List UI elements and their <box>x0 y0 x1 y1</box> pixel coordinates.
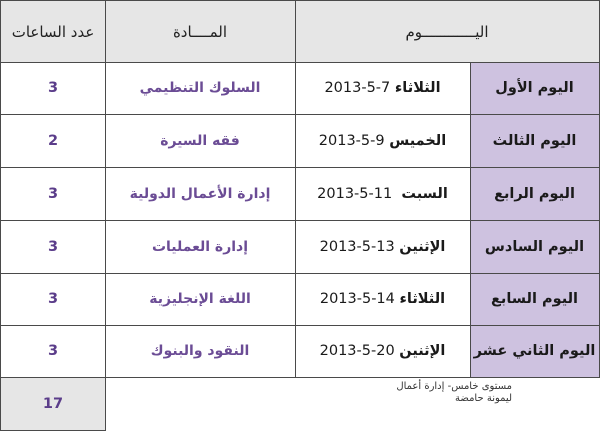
row-divider <box>0 114 600 115</box>
header-hours <box>1 1 105 62</box>
table-row-3-date <box>295 167 470 220</box>
footer-note-line1: مستوى خامس- إدارة أعمال <box>396 381 512 392</box>
table-border-left <box>0 0 1 431</box>
table-row-2-day <box>470 114 599 167</box>
day-label: اليوم الثالث <box>492 132 577 149</box>
hours-value: 3 <box>47 291 59 307</box>
table-row-1-date <box>295 62 470 114</box>
date-value: 2013-5-20 <box>319 343 395 359</box>
date-value: 2013-5-11 <box>317 185 393 202</box>
table-border-bottom <box>0 430 106 431</box>
header-day <box>295 1 599 62</box>
hours-value: 3 <box>47 343 59 359</box>
row-divider <box>0 325 600 326</box>
row-divider <box>0 62 600 63</box>
hours-value: 2 <box>47 132 59 149</box>
table-row-6-hours <box>1 325 105 377</box>
weekday-label: الإثنين <box>399 343 446 359</box>
table-row-6-date <box>295 325 470 377</box>
row-divider <box>0 167 600 168</box>
table-row-3-day <box>470 167 599 220</box>
subject-label: إدارة العمليات <box>151 238 249 255</box>
subject-label: السلوك التنظيمي <box>139 80 261 96</box>
day-label: اليوم الأول <box>495 80 574 96</box>
weekday-label: الثلاثاء <box>399 291 446 307</box>
table-row-2-subject <box>105 114 295 167</box>
date-value: 2013-5-9 <box>318 132 385 149</box>
total-hours-cell <box>1 377 105 430</box>
table-row-5-subject <box>105 273 295 325</box>
hours-value: 3 <box>47 238 59 255</box>
day-label: اليوم السابع <box>490 291 579 307</box>
column-divider-subject <box>295 0 296 377</box>
table-row-3-subject <box>105 167 295 220</box>
table-border-top <box>0 0 600 1</box>
total-hours-value: 17 <box>42 395 64 412</box>
table-row-1-day <box>470 62 599 114</box>
weekday-label: الخميس <box>389 132 447 149</box>
column-divider-hours <box>105 0 106 431</box>
date-value: 2013-5-7 <box>324 80 391 96</box>
table-row-6-day <box>470 325 599 377</box>
header-subject-label: المــــادة <box>172 22 228 41</box>
subject-label: إدارة الأعمال الدولية <box>129 185 271 202</box>
header-hours-label: عدد الساعات <box>11 22 95 41</box>
table-row-4-date <box>295 220 470 273</box>
weekday-label: الثلاثاء <box>394 80 441 96</box>
subject-label: اللغة الإنجليزية <box>149 291 251 307</box>
date-value: 2013-5-14 <box>319 291 395 307</box>
day-label: اليوم الرابع <box>494 185 575 202</box>
hours-value: 3 <box>47 80 59 96</box>
header-subject <box>105 1 295 62</box>
footer-note-line2: ليمونة حامضة <box>455 393 512 404</box>
subject-label: النقود والبنوك <box>150 343 250 359</box>
table-row-1-subject <box>105 62 295 114</box>
table-row-4-subject <box>105 220 295 273</box>
table-row-3-hours <box>1 167 105 220</box>
row-divider <box>0 273 600 274</box>
footer-note <box>272 381 512 405</box>
day-label: اليوم السادس <box>484 238 585 255</box>
table-row-5-date <box>295 273 470 325</box>
table-row-2-date <box>295 114 470 167</box>
table-row-5-day <box>470 273 599 325</box>
header-day-label: اليــــــــــــوم <box>405 22 489 41</box>
table-row-5-hours <box>1 273 105 325</box>
table-row-2-hours <box>1 114 105 167</box>
day-label: اليوم الثاني عشر <box>473 343 596 359</box>
row-divider <box>0 220 600 221</box>
weekday-label: الإثنين <box>399 238 446 255</box>
table-row-4-day <box>470 220 599 273</box>
table-row-1-hours <box>1 62 105 114</box>
weekday-label: السبت <box>401 185 448 202</box>
date-value: 2013-5-13 <box>319 238 395 255</box>
table-row-4-hours <box>1 220 105 273</box>
hours-value: 3 <box>47 185 59 202</box>
row-divider <box>0 377 600 378</box>
table-row-6-subject <box>105 325 295 377</box>
subject-label: فقه السيرة <box>160 132 240 149</box>
